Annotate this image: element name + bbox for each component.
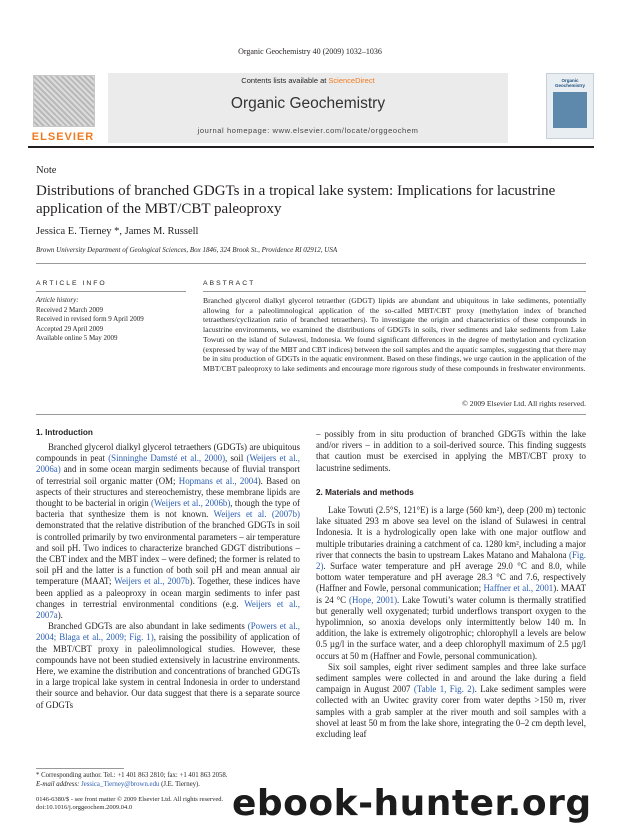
- elsevier-tree-icon: [33, 75, 95, 127]
- journal-masthead: [28, 73, 594, 143]
- text-run: . Lake sediment samples were collected with an Uwitec gravity corer from water depths >150 m, river samples with a grab sampler at the river mouth and soil samples with a shovel at least 50 m from the lake shore, integrating the 0–2 cm depth level, excluding leaf: [316, 684, 586, 740]
- issn-line: 0146-6380/$ - see front matter © 2009 Elsevier Ltd. All rights reserved.: [36, 796, 224, 803]
- footnote-contact: * Corresponding author. Tel.: +1 401 863 2810; fax: +1 401 863 2058.: [36, 772, 228, 779]
- citation-link[interactable]: (Powers et al., 2004; Blaga et al., 2009; Fig. 1): [36, 621, 300, 643]
- text-run: demonstrated that the relative distribution of the branched GDGTs in soil is controlled primarily by two environmental parameters – air temperature and soil pH. Two indices to characterize branched GDGT distributions – the CBT index and the MBT index – were defined; the former is related to soil pH and the latter is a function of both soil pH and mean annual air temperature (MAAT;: [36, 520, 300, 587]
- elsevier-logo: [28, 73, 98, 143]
- right-column-continuation: [316, 429, 586, 474]
- affiliation: Brown University Department of Geological Sciences, Box 1846, 324 Brook St., Providence RI 02912, USA: [36, 246, 338, 254]
- watermark: ebook-hunter.org: [232, 783, 592, 824]
- history-online: Available online 5 May 2009: [36, 334, 118, 342]
- journal-title: Organic Geochemistry: [230, 95, 386, 112]
- methods-text: [316, 505, 586, 740]
- journal-cover-thumbnail: [546, 73, 594, 139]
- journal-homepage[interactable]: journal homepage: www.elsevier.com/locate/orggeochem: [197, 126, 419, 135]
- email-label: E-mail address:: [36, 780, 82, 788]
- citation-link[interactable]: (Weijers et al., 2006a): [36, 453, 300, 475]
- author-list: Jessica E. Tierney *, James M. Russell: [36, 226, 199, 237]
- history-revised: Received in revised form 9 April 2009: [36, 315, 144, 323]
- abstract-bottom-divider: [36, 414, 586, 415]
- email-link[interactable]: Jessica_Tierney@brown.edu: [81, 780, 160, 788]
- footnote-divider: [36, 768, 124, 769]
- contents-prefix: Contents lists available at: [241, 76, 329, 85]
- figure-link[interactable]: (Fig. 2): [316, 549, 586, 572]
- article-info-divider: [36, 291, 186, 292]
- text-run: , soil: [225, 453, 247, 464]
- citation-link[interactable]: (Weijers et al., 2006b): [151, 498, 231, 509]
- section-heading-introduction: 1. Introduction: [36, 428, 93, 437]
- journal-banner: [108, 73, 508, 143]
- text-run: ).: [57, 610, 63, 621]
- sciencedirect-link[interactable]: ScienceDirect: [328, 76, 375, 85]
- text-run: Six soil samples, eight river sediment samples and three lake surface sediment samples were collected in and around the lake during a field campaign in August 2007: [316, 661, 586, 695]
- citation-link[interactable]: Hopmans et al., 2004: [178, 475, 258, 486]
- text-run: ). Based on aspects of their structures and stereochemistry, these membrane lipids are thought to be bacterial in origin: [36, 475, 301, 509]
- copyright-line: © 2009 Elsevier Ltd. All rights reserved.: [462, 399, 586, 408]
- contents-line: [108, 76, 508, 85]
- section-heading-methods: 2. Materials and methods: [316, 488, 414, 497]
- intro-paragraph-2: [36, 621, 300, 711]
- abstract-divider: [203, 291, 586, 292]
- article-history: [36, 296, 144, 344]
- abstract-body: Branched glycerol dialkyl glycerol tetraether (GDGT) lipids are abundant and ubiquitous in lake sediments, potentially allowing for a paleolimnological application of the so-called MBT/CBT proxy (methylation index of branched tetraethers/cyclization ratio of branched tetraethers). To investigate the origin and characteristics of these compounds in lacustrine environments, we examined the distributions of GDGTs in soils, river sediments and lake sediments from Lake Towuti on the island of Sulawesi, Indonesia. We found significant differences in the degree of methylation and cyclization (expressed by way of the MBT and CBT indices) between the soil samples and the aquatic samples, suggesting that there may be in situ production of GDGTs in the aquatic environment. Based on these findings, we urge caution in the application of the MBT/CBT paleoproxy to lake sediments and encourage more rigorous study of these compounds in freshwater environments.: [203, 296, 586, 373]
- methods-paragraph-2: [316, 662, 586, 740]
- citation-link[interactable]: Weijers et al. (2007b): [213, 509, 300, 520]
- text-run: Branched GDGTs are also abundant in lake sediments: [48, 621, 248, 632]
- email-suffix: (J.E. Tierney).: [159, 780, 200, 788]
- text-run: ). Together, these indices have been applied as a paleoproxy in ocean margin sediments to infer past changes in terrestrial environmental conditions (e.g.: [36, 576, 301, 609]
- citation-link[interactable]: Haffner et al., 2001: [483, 583, 554, 594]
- text-run: . Surface water temperature and pH average 29.0 °C and 8.0, while bottom water temperature and pH average 28.3 °C and 7.6, respectively (Haffner and Fowle, personal communication;: [316, 561, 586, 594]
- header-divider: [36, 263, 586, 264]
- continuation-paragraph: – possibly from in situ production of branched GDGTs within the lake and/or rivers – in addition to a soil-derived source. This finding suggests that caution must be exercised in applying the MBT/CBT proxy to lacustrine sediments.: [316, 429, 586, 473]
- text-run: , though the type of bacteria that synthesize them is not known.: [36, 498, 300, 520]
- intro-paragraph-1: [36, 442, 300, 621]
- history-received: Received 2 March 2009: [36, 305, 104, 314]
- citation-link[interactable]: Weijers et al., 2007b: [114, 576, 190, 587]
- history-accepted: Accepted 29 April 2009: [36, 324, 104, 333]
- article-title: Distributions of branched GDGTs in a tropical lake system: Implications for lacustrine application of the MBT/CBT paleoproxy: [36, 183, 556, 217]
- history-heading: Article history:: [36, 296, 79, 304]
- text-run: , raising the possibility of application of the MBT/CBT proxy in paleolimnological studies. However, these compounds have not been studied extensively in lacustrine environments. Here, we examine the distribution and concentrations of branched GDGTs in a large tropical lake system in central Indonesia in order to understand their source and behavior. Our data suggest that there is a separate source of GDGTs: [36, 632, 300, 710]
- text-run: and in some ocean margin sediments because of fluvial transport of terrestrial soil organic matter (OM;: [36, 464, 300, 486]
- cover-image: [553, 92, 587, 128]
- masthead-divider: [28, 146, 594, 148]
- table-link[interactable]: (Table 1, Fig. 2): [413, 684, 475, 695]
- text-run: ). MAAT is 24 °C: [316, 583, 586, 605]
- article-info-heading: ARTICLE INFO: [36, 280, 107, 287]
- citation-link[interactable]: (Hope, 2001): [349, 594, 398, 605]
- text-run: Branched glycerol dialkyl glycerol tetraethers (GDGTs) are ubiquitous compounds in peat: [36, 442, 300, 464]
- abstract-heading: ABSTRACT: [203, 280, 256, 287]
- cover-title: Organic Geochemistry: [554, 78, 585, 88]
- citation-link[interactable]: (Sinninghe Damsté et al., 2000): [108, 453, 226, 464]
- introduction-text: [36, 442, 300, 711]
- methods-paragraph-1: [316, 505, 586, 662]
- text-run: . Lake Towuti’s water column is thermally stratified but generally well oxygenated; turbid underflows transport oxygen to the hypolimnion, so anoxia develops only intermittently below 140 m. In addition, the lake is extremely oligotrophic; chlorophyll a levels are below 0.5 µg/l in the surface water, and a deep chlorophyll maximum of 2.5 µg/l occurs at 50 m (Haffner and Fowle, personal communication).: [316, 594, 586, 661]
- doi-line[interactable]: doi:10.1016/j.orggeochem.2009.04.0: [36, 804, 133, 811]
- publisher-name: ELSEVIER: [31, 131, 95, 143]
- text-run: Lake Towuti (2.5°S, 121°E) is a large (560 km²), deep (200 m) tectonic lake situated 293 m above sea level on the island of Sulawesi in central Indonesia. It is a hydrologically open lake with one major outflow and multiple tributaries draining a catchment of ca. 1280 km², including a major river that connects the basin to upstream Lakes Matano and Mahalona: [316, 505, 586, 560]
- citation-link[interactable]: Weijers et al., 2007a: [36, 598, 300, 621]
- article-type: Note: [36, 165, 57, 176]
- running-head: Organic Geochemistry 40 (2009) 1032–1036: [238, 47, 382, 56]
